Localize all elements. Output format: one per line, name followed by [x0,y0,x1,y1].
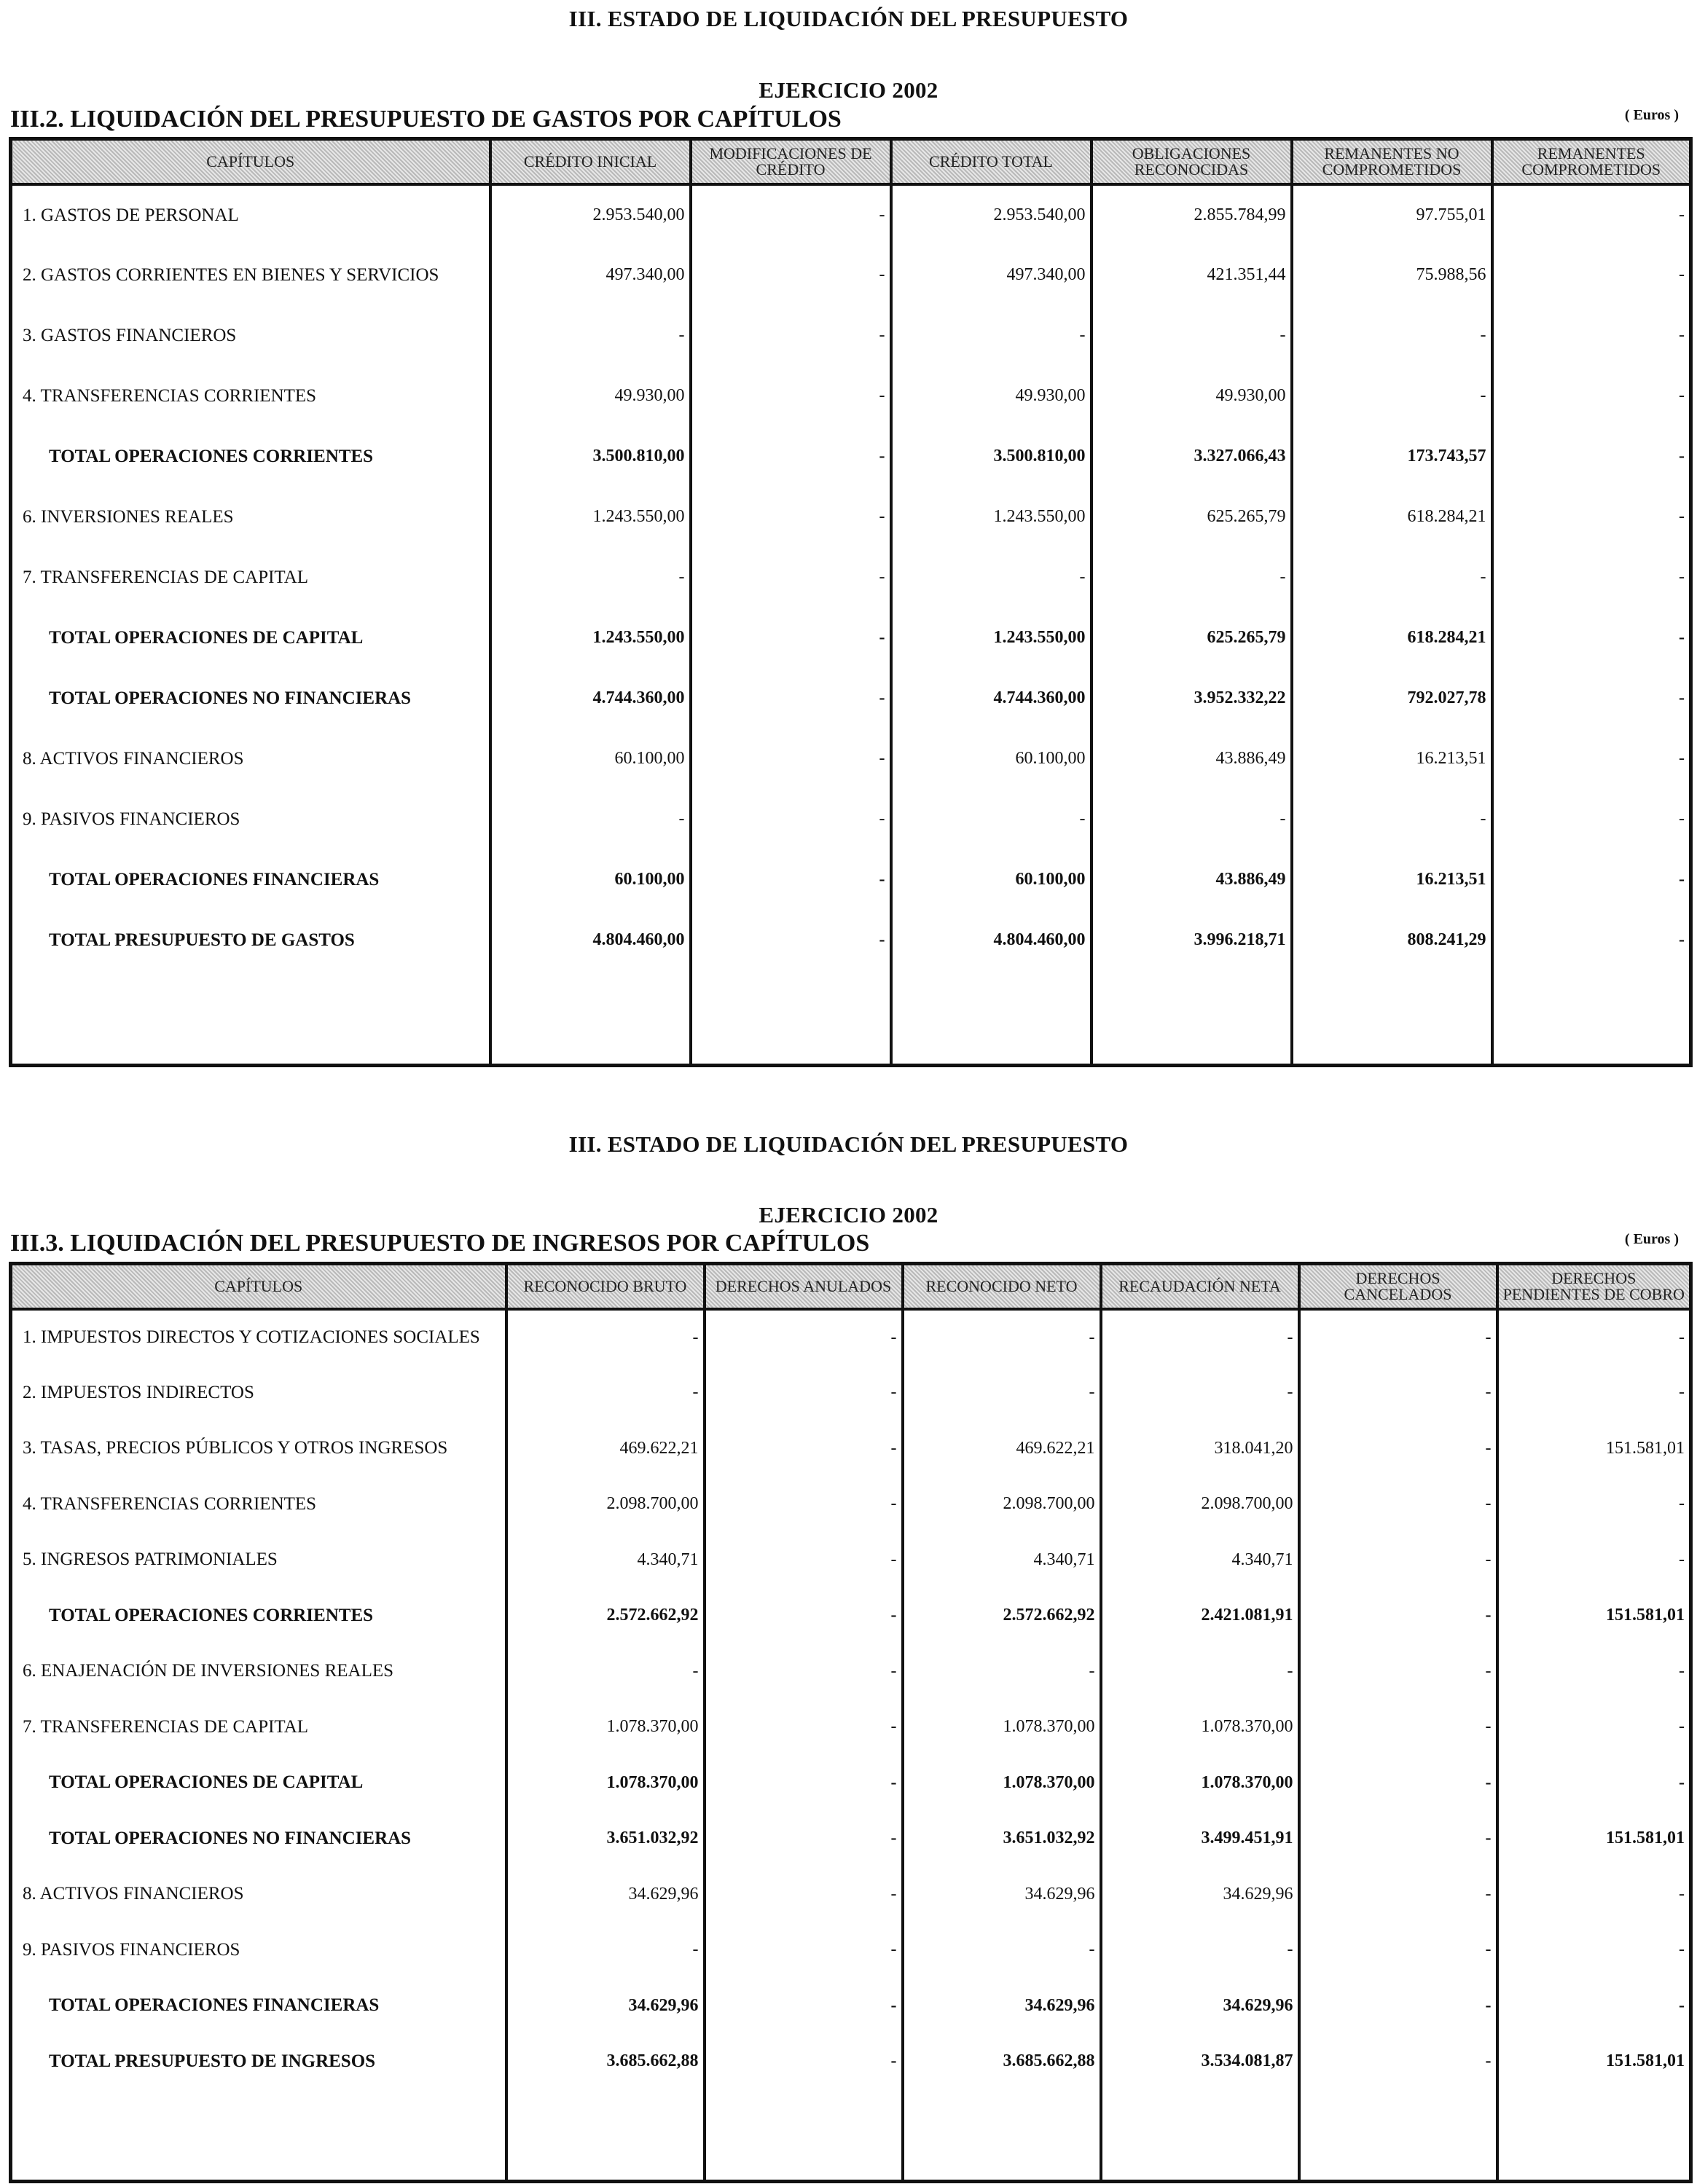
table-cell: 34.629,96 [903,1978,1101,2034]
table-cell: - [506,1643,705,1700]
table-cell: - [1497,1365,1691,1421]
table-cell: - [891,789,1092,849]
table-row [11,1532,1691,1588]
table-cell: 4.744.360,00 [490,668,691,728]
table-cell: - [705,1309,903,1365]
table-cell: 1.243.550,00 [891,487,1092,547]
table-cell: - [705,2034,903,2090]
table-cell: 3.996.218,71 [1092,910,1292,970]
table-row [11,1421,1691,1477]
row-label: TOTAL OPERACIONES FINANCIERAS [11,1978,506,2034]
total-row [11,668,1691,728]
table-cell: 625.265,79 [1092,608,1292,668]
ingresos-table [9,1262,1693,2183]
table-cell: 4.340,71 [903,1532,1101,1588]
ingresos-heading: III. ESTADO DE LIQUIDACIÓN DEL PRESUPUESTO [568,1131,1129,1157]
table-cell: 497.340,00 [490,245,691,305]
table-cell: - [705,1700,903,1756]
table-cell: - [1292,789,1492,849]
column-header: DERECHOS PENDIENTES DE COBRO [1497,1264,1691,1310]
table-cell: - [705,1532,903,1588]
row-label: 6. INVERSIONES REALES [11,487,490,547]
table-cell: - [705,1755,903,1811]
table-cell: 16.213,51 [1292,728,1492,789]
table-cell: 43.886,49 [1092,849,1292,910]
row-label: 4. TRANSFERENCIAS CORRIENTES [11,366,490,426]
table-cell: 1.078.370,00 [1101,1755,1299,1811]
table-cell: 4.340,71 [506,1532,705,1588]
total-row [11,426,1691,487]
table-cell: - [691,184,891,245]
gastos-heading: III. ESTADO DE LIQUIDACIÓN DEL PRESUPUESTO [568,6,1129,31]
table-cell: 4.340,71 [1101,1532,1299,1588]
row-label: TOTAL PRESUPUESTO DE GASTOS [11,910,490,970]
table-cell: - [1492,789,1691,849]
table-cell: - [691,608,891,668]
table-cell: - [691,849,891,910]
row-label: 9. PASIVOS FINANCIEROS [11,1922,506,1979]
table-cell: 3.685.662,88 [506,2034,705,2090]
table-cell: - [705,1365,903,1421]
row-label: 6. ENAJENACIÓN DE INVERSIONES REALES [11,1643,506,1700]
row-label: 1. GASTOS DE PERSONAL [11,184,490,245]
table-cell: - [1092,305,1292,366]
table-cell: 34.629,96 [903,1866,1101,1922]
row-label: TOTAL PRESUPUESTO DE INGRESOS [11,2034,506,2090]
table-cell: 618.284,21 [1292,487,1492,547]
column-header: REMANENTES COMPROMETIDOS [1492,139,1691,185]
table-cell: - [891,547,1092,608]
table-cell: 49.930,00 [1092,366,1292,426]
table-cell: 497.340,00 [891,245,1092,305]
column-header: CRÉDITO TOTAL [891,139,1092,185]
table-cell: - [1492,305,1691,366]
row-label: TOTAL OPERACIONES CORRIENTES [11,1588,506,1644]
row-label: 4. TRANSFERENCIAS CORRIENTES [11,1477,506,1533]
row-label: 2. IMPUESTOS INDIRECTOS [11,1365,506,1421]
table-cell: - [1497,1978,1691,2034]
table-cell: 34.629,96 [506,1866,705,1922]
table-cell: 618.284,21 [1292,608,1492,668]
filler-row [11,970,1691,1065]
row-label: 3. TASAS, PRECIOS PÚBLICOS Y OTROS INGRESOS [11,1421,506,1477]
row-label: TOTAL OPERACIONES DE CAPITAL [11,1755,506,1811]
table-cell: 1.243.550,00 [490,487,691,547]
table-cell: - [1492,366,1691,426]
ingresos-subtitle: III.3. LIQUIDACIÓN DEL PRESUPUESTO DE INGRESOS POR CAPÍTULOS [10,1230,870,1257]
table-cell: - [691,305,891,366]
gastos-units: ( Euros ) [1624,107,1679,123]
column-header: CAPÍTULOS [11,139,490,185]
total-row [11,1978,1691,2034]
row-label: 1. IMPUESTOS DIRECTOS Y COTIZACIONES SOCIALES [11,1309,506,1365]
table-cell: - [1497,1309,1691,1365]
table-cell: 2.572.662,92 [903,1588,1101,1644]
table-cell: 2.953.540,00 [891,184,1092,245]
table-row [11,1309,1691,1365]
gastos-table [9,137,1693,1067]
table-cell: - [691,487,891,547]
table-cell: 3.327.066,43 [1092,426,1292,487]
filler-row [11,2089,1691,2181]
row-label: TOTAL OPERACIONES DE CAPITAL [11,608,490,668]
table-cell: - [1497,1643,1691,1700]
table-cell: - [691,426,891,487]
total-row [11,849,1691,910]
column-header: MODIFICACIONES DE CRÉDITO [691,139,891,185]
table-cell: - [1492,849,1691,910]
table-cell: - [1299,1309,1497,1365]
table-cell: - [891,305,1092,366]
table-cell: - [506,1365,705,1421]
table-cell: - [506,1309,705,1365]
table-row [11,305,1691,366]
column-header: OBLIGACIONES RECONOCIDAS [1092,139,1292,185]
row-label: TOTAL OPERACIONES NO FINANCIERAS [11,668,490,728]
table-cell: - [1299,2034,1497,2090]
table-cell: - [705,1811,903,1867]
table-cell: - [1497,1532,1691,1588]
gastos-ejercicio: EJERCICIO 2002 [759,77,938,103]
table-cell: - [1299,1922,1497,1979]
table-cell: 469.622,21 [506,1421,705,1477]
table-cell: - [1092,547,1292,608]
row-label: 8. ACTIVOS FINANCIEROS [11,728,490,789]
table-cell: 2.098.700,00 [903,1477,1101,1533]
table-cell: 1.078.370,00 [506,1700,705,1756]
ingresos-units: ( Euros ) [1624,1231,1679,1247]
table-cell: - [1101,1365,1299,1421]
table-cell: - [1492,245,1691,305]
table-cell: 2.953.540,00 [490,184,691,245]
table-cell: 151.581,01 [1497,1811,1691,1867]
table-cell: - [903,1309,1101,1365]
table-cell: - [1292,547,1492,608]
column-header: RECAUDACIÓN NETA [1101,1264,1299,1310]
table-cell: - [1299,1588,1497,1644]
table-cell: - [705,1477,903,1533]
table-cell: 421.351,44 [1092,245,1292,305]
table-cell: - [1492,728,1691,789]
table-row [11,184,1691,245]
table-cell: - [1299,1700,1497,1756]
table-cell: - [1299,1421,1497,1477]
ingresos-header-row [11,1264,1691,1310]
table-cell: - [1492,184,1691,245]
table-cell: - [1492,668,1691,728]
column-header: REMANENTES NO COMPROMETIDOS [1292,139,1492,185]
table-cell: - [1492,426,1691,487]
table-cell: 1.078.370,00 [1101,1700,1299,1756]
table-cell: 2.098.700,00 [506,1477,705,1533]
table-cell: 151.581,01 [1497,1588,1691,1644]
table-cell: - [1497,1866,1691,1922]
table-cell: - [1492,487,1691,547]
table-cell: 60.100,00 [490,849,691,910]
table-cell: 151.581,01 [1497,2034,1691,2090]
column-header: DERECHOS ANULADOS [705,1264,903,1310]
total-row [11,608,1691,668]
table-cell: - [1092,789,1292,849]
row-label: 9. PASIVOS FINANCIEROS [11,789,490,849]
table-cell: - [1497,1922,1691,1979]
table-cell: 318.041,20 [1101,1421,1299,1477]
column-header: RECONOCIDO BRUTO [506,1264,705,1310]
table-cell: - [1292,305,1492,366]
table-cell: - [1101,1309,1299,1365]
row-label: 8. ACTIVOS FINANCIEROS [11,1866,506,1922]
table-cell: 97.755,01 [1292,184,1492,245]
ingresos-ejercicio: EJERCICIO 2002 [759,1202,938,1227]
table-cell: - [705,1421,903,1477]
table-cell: - [1497,1700,1691,1756]
table-cell: - [903,1643,1101,1700]
table-cell: - [903,1922,1101,1979]
table-cell: 34.629,96 [1101,1866,1299,1922]
row-label: TOTAL OPERACIONES CORRIENTES [11,426,490,487]
table-cell: 792.027,78 [1292,668,1492,728]
table-cell: - [1101,1922,1299,1979]
table-row [11,1477,1691,1533]
row-label: TOTAL OPERACIONES FINANCIERAS [11,849,490,910]
table-cell: - [1299,1978,1497,2034]
table-cell: - [691,789,891,849]
table-cell: 3.499.451,91 [1101,1811,1299,1867]
table-cell: 3.651.032,92 [903,1811,1101,1867]
row-label: 3. GASTOS FINANCIEROS [11,305,490,366]
table-cell: 808.241,29 [1292,910,1492,970]
table-cell: 3.685.662,88 [903,2034,1101,2090]
table-cell: 625.265,79 [1092,487,1292,547]
table-row [11,789,1691,849]
table-cell: 60.100,00 [490,728,691,789]
table-cell: - [1492,910,1691,970]
table-cell: 151.581,01 [1497,1421,1691,1477]
table-row [11,1643,1691,1700]
table-cell: - [1292,366,1492,426]
table-cell: - [1299,1477,1497,1533]
table-cell: 4.744.360,00 [891,668,1092,728]
table-row [11,547,1691,608]
table-cell: 3.500.810,00 [891,426,1092,487]
table-cell: - [691,728,891,789]
table-cell: - [903,1365,1101,1421]
table-cell: 49.930,00 [891,366,1092,426]
table-row [11,1365,1691,1421]
row-label: TOTAL OPERACIONES NO FINANCIERAS [11,1811,506,1867]
table-cell: 1.078.370,00 [903,1700,1101,1756]
table-cell: - [490,789,691,849]
column-header: DERECHOS CANCELADOS [1299,1264,1497,1310]
table-row [11,728,1691,789]
table-row [11,1922,1691,1979]
table-cell: 1.243.550,00 [891,608,1092,668]
table-cell: 1.078.370,00 [903,1755,1101,1811]
table-cell: 3.534.081,87 [1101,2034,1299,2090]
table-cell: - [1299,1643,1497,1700]
column-header: CRÉDITO INICIAL [490,139,691,185]
table-cell: - [691,366,891,426]
table-cell: 469.622,21 [903,1421,1101,1477]
table-cell: - [506,1922,705,1979]
table-cell: 2.855.784,99 [1092,184,1292,245]
table-row [11,1866,1691,1922]
table-cell: 4.804.460,00 [891,910,1092,970]
table-cell: - [691,547,891,608]
table-cell: 43.886,49 [1092,728,1292,789]
table-cell: 3.651.032,92 [506,1811,705,1867]
row-label: 2. GASTOS CORRIENTES EN BIENES Y SERVICIOS [11,245,490,305]
table-cell: - [705,1978,903,2034]
table-cell: 34.629,96 [506,1978,705,2034]
table-cell: 75.988,56 [1292,245,1492,305]
table-cell: - [1299,1866,1497,1922]
table-row [11,245,1691,305]
table-row [11,487,1691,547]
table-cell: 60.100,00 [891,728,1092,789]
table-cell: - [691,245,891,305]
table-cell: 49.930,00 [490,366,691,426]
table-cell: - [1101,1643,1299,1700]
table-cell: 3.500.810,00 [490,426,691,487]
total-row [11,2034,1691,2090]
gastos-subtitle: III.2. LIQUIDACIÓN DEL PRESUPUESTO DE GASTOS POR CAPÍTULOS [10,106,842,133]
table-cell: - [705,1866,903,1922]
table-cell: 4.804.460,00 [490,910,691,970]
total-row [11,1811,1691,1867]
table-cell: - [705,1588,903,1644]
table-cell: 1.243.550,00 [490,608,691,668]
table-cell: - [691,910,891,970]
total-row [11,1755,1691,1811]
total-row [11,910,1691,970]
table-cell: 16.213,51 [1292,849,1492,910]
table-cell: 173.743,57 [1292,426,1492,487]
table-cell: - [1299,1755,1497,1811]
table-cell: - [691,668,891,728]
table-cell: - [705,1643,903,1700]
row-label: 7. TRANSFERENCIAS DE CAPITAL [11,547,490,608]
table-cell: 2.572.662,92 [506,1588,705,1644]
table-cell: 1.078.370,00 [506,1755,705,1811]
table-cell: - [1492,547,1691,608]
gastos-header-row [11,139,1691,185]
table-cell: 34.629,96 [1101,1978,1299,2034]
table-cell: - [1299,1365,1497,1421]
table-cell: 2.098.700,00 [1101,1477,1299,1533]
table-cell: - [1492,608,1691,668]
table-cell: - [490,547,691,608]
column-header: CAPÍTULOS [11,1264,506,1310]
row-label: 7. TRANSFERENCIAS DE CAPITAL [11,1700,506,1756]
table-cell: - [1299,1811,1497,1867]
table-cell: - [1497,1477,1691,1533]
table-cell: 3.952.332,22 [1092,668,1292,728]
table-cell: - [490,305,691,366]
total-row [11,1588,1691,1644]
table-cell: 2.421.081,91 [1101,1588,1299,1644]
table-row [11,366,1691,426]
column-header: RECONOCIDO NETO [903,1264,1101,1310]
table-cell: - [1497,1755,1691,1811]
table-cell: - [705,1922,903,1979]
table-cell: 60.100,00 [891,849,1092,910]
table-row [11,1700,1691,1756]
table-cell: - [1299,1532,1497,1588]
row-label: 5. INGRESOS PATRIMONIALES [11,1532,506,1588]
